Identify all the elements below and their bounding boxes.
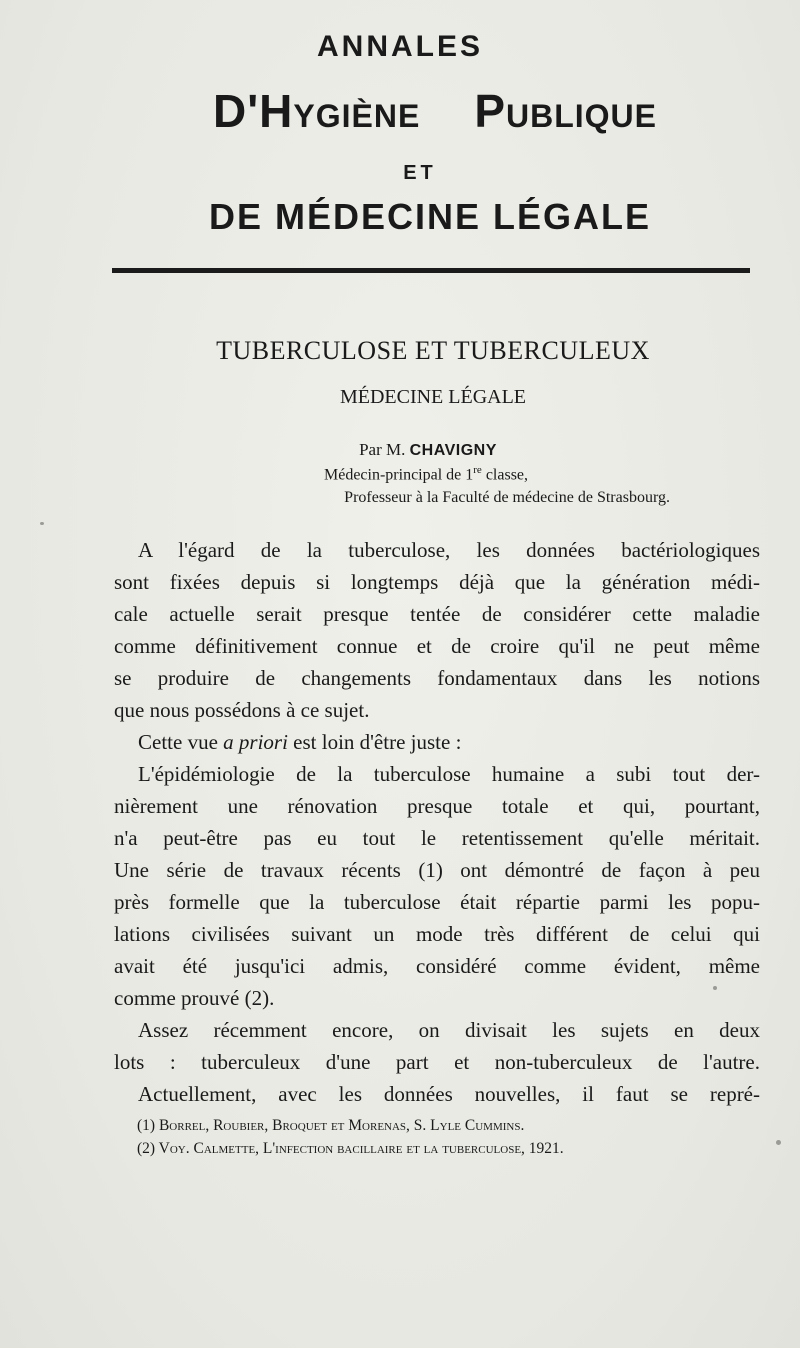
footnote-2 [137,1140,564,1158]
journal-title-et: ET [403,162,437,184]
body-line: Assez récemment encore, on divisait les sujets en deux [138,1018,760,1042]
paper-speck [713,986,717,990]
body-line: que nous possédons à ce sujet. [114,698,370,722]
body-line-priori-italic: a priori [223,730,288,754]
body-line: A l'égard de la tuberculose, les données bactériologiques [138,538,760,562]
body-line: n'a peut-être pas eu tout le retentissement qu'elle méritait. [114,826,760,850]
body-line: se produire de changements fondamentaux dans les notions [114,666,760,690]
affiliation-1 [0,464,800,484]
affiliation-2: Professeur à la Faculté de médecine de Strasbourg. [344,489,670,506]
body-line-priori [138,730,760,755]
paper-speck [776,1140,781,1145]
affiliation-1-sup: re [473,464,482,476]
body-line: L'épidémiologie de la tuberculose humaine a subi tout der- [138,762,760,786]
author-name: CHAVIGNY [409,442,497,459]
byline [0,440,800,460]
body-line: Une série de travaux récents (1) ont démontré de façon à peu [114,858,760,882]
journal-title-hygiene-part1: D'Hygiène [213,85,421,137]
body-line-priori-pre: Cette vue [138,730,224,754]
body-line: comme définitivement connue et de croire qu'il ne peut même [114,634,760,658]
body-line: avait été jusqu'ici admis, considéré comme évident, même [114,954,760,978]
journal-title-medecine: DE MÉDECINE LÉGALE [208,196,652,237]
article-title: TUBERCULOSE ET TUBERCULEUX [216,336,650,365]
footnote-2-text: (2) Voy. Calmette, L'infection bacillaire et la tuberculose, 1921. [137,1140,564,1157]
body-line: nièrement une rénovation presque totale et qui, pourtant, [114,794,760,818]
body-line: sont fixées depuis si longtemps déjà que la génération médi- [114,570,760,594]
body-line: lots : tuberculeux d'une part et non-tuberculeux de l'autre. [114,1050,760,1074]
body-line: comme prouvé (2). [114,986,275,1010]
affiliation-1-pre: Médecin-principal de 1 [323,466,474,484]
journal-title-hygiene-part2: Publique [474,85,657,137]
journal-title-annales: ANNALES [316,30,483,63]
body-line: près formelle que la tuberculose était répartie parmi les popu- [114,890,760,914]
byline-prefix: Par M. [359,440,406,459]
journal-title-hygiene [0,84,800,138]
body-line: lations civilisées suivant un mode très différent de celui qui [114,922,760,946]
header-rule [112,268,750,273]
affiliation-1-post: classe, [481,466,529,484]
body-line: cale actuelle serait presque tentée de considérer cette maladie [114,602,760,626]
body-line: Actuellement, avec les données nouvelles, il faut se repré- [138,1082,760,1106]
paper-speck [40,522,44,525]
article-subtitle: MÉDECINE LÉGALE [339,386,527,408]
footnote-1: (1) Borrel, Roubier, Broquet et Morenas, S. Lyle Cummins. [137,1117,525,1134]
body-line-priori-post: est loin d'être juste : [287,730,462,754]
